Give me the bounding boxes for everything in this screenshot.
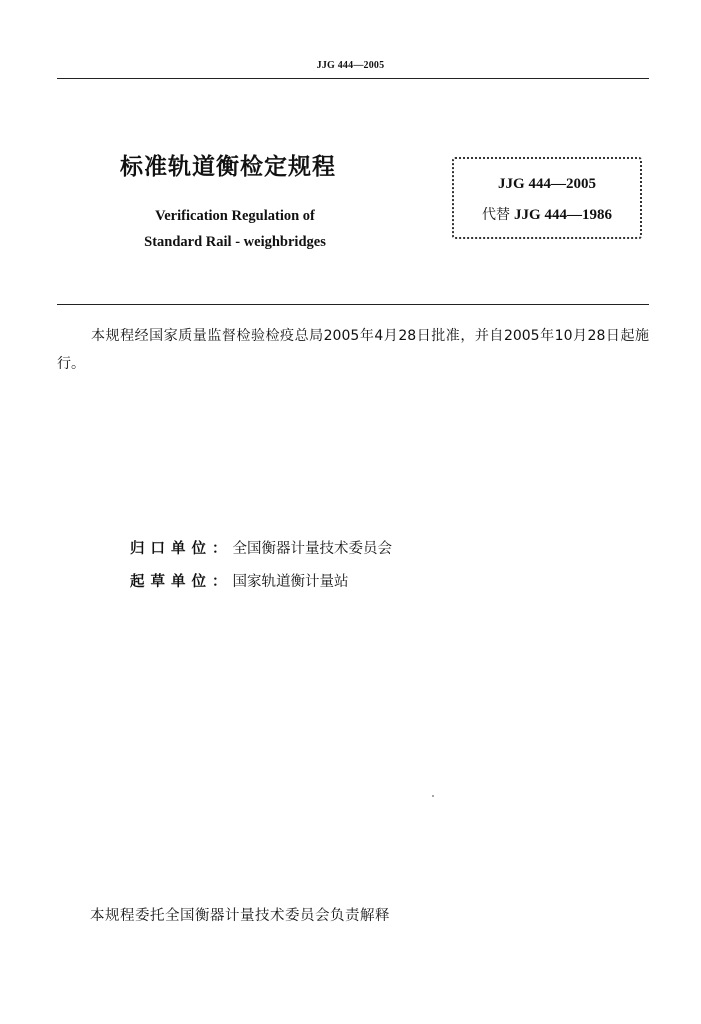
document-title-chinese: 标准轨道衡检定规程 (120, 154, 336, 180)
replaced-standard-code: JJG 444—1986 (514, 207, 612, 223)
standard-code-box (452, 157, 642, 239)
running-header-code: JJG 444—2005 (316, 60, 385, 71)
drafting-unit-row (130, 570, 349, 591)
scan-speck (432, 795, 434, 797)
document-title-english (110, 203, 360, 255)
english-title-line-1: Verification Regulation of (155, 208, 315, 224)
approval-statement: 本规程经国家质量监督检验检疫总局2005年4月28日批准，并自2005年10月28日起施行。 (57, 328, 649, 372)
replaces-label: 代替 (482, 207, 511, 223)
responsible-unit-value: 全国衡器计量技术委员会 (232, 541, 392, 557)
current-standard-code: JJG 444—2005 (498, 176, 596, 192)
main-divider (57, 304, 649, 305)
header-divider (57, 78, 649, 79)
drafting-unit-label: 起草单位： (130, 574, 233, 590)
english-title-line-2: Standard Rail - weighbridges (144, 234, 326, 250)
responsible-unit-label: 归口单位： (130, 541, 233, 557)
responsible-unit-row (130, 537, 392, 558)
interpretation-note: 本规程委托全国衡器计量技术委员会负责解释 (90, 908, 390, 924)
drafting-unit-value: 国家轨道衡计量站 (232, 574, 349, 590)
replaced-standard-line (454, 204, 640, 224)
